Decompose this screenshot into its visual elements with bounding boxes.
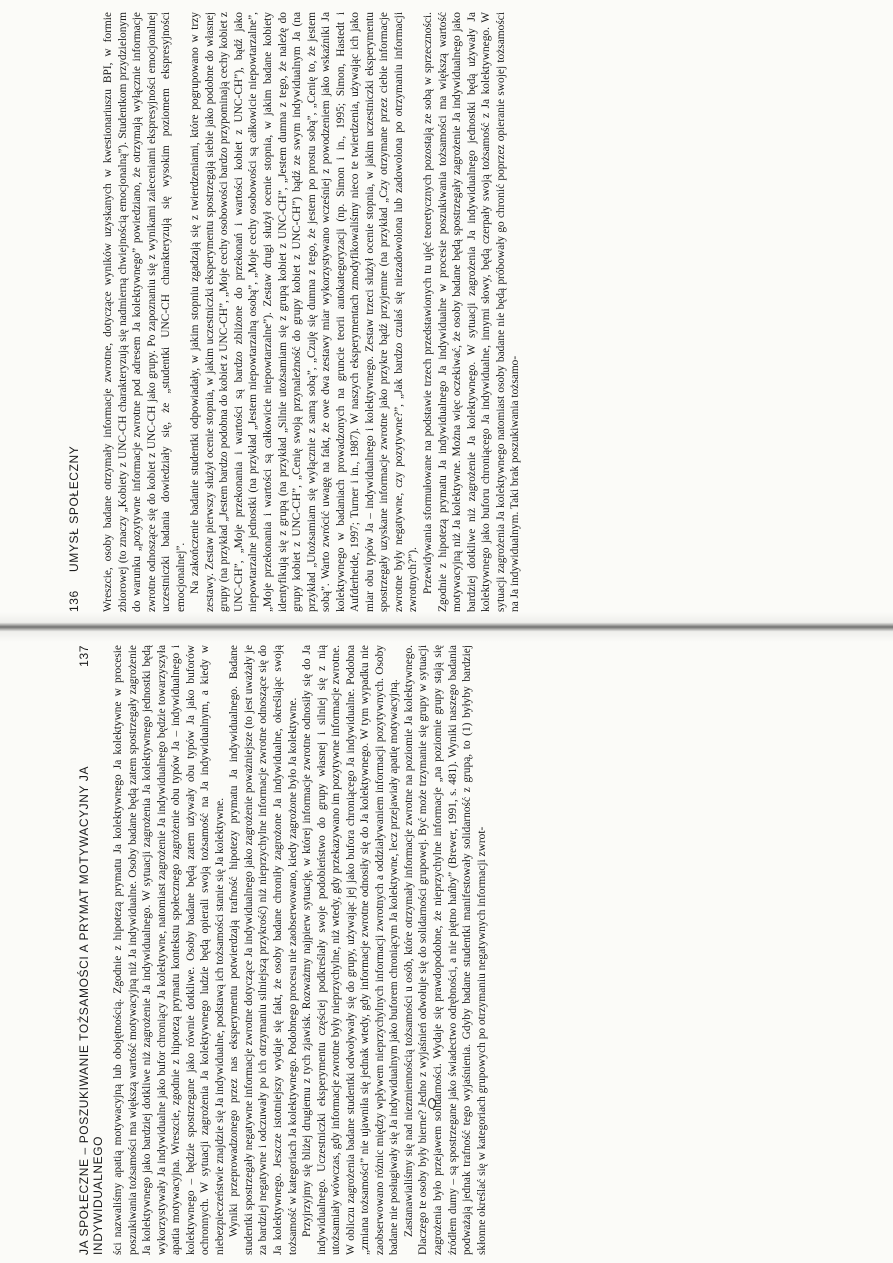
book-gutter-shadow [0,612,893,642]
paragraph: Przyjrzyjmy się bliżej drugiemu z tych zjawisk. Rozważmy najpierw sytuację, w której informacje zwrotne odnosiły się do Ja indywidualnego. Uczestniczki eksperymentu częściej podkreślały swoje podobieństwo do grupy własnej i silniej się z nią utożsamiały wówczas, gdy informacje zwrotne były nieprzychylne, niż wtedy, gdy przekazywano im pozytywne informacje zwrotne. W obliczu zagrożenia badane studentki odwoływały się do grupy, używając jej jako bufora chroniącego Ja indywidualne. Podobna „zmiana tożsamości” nie ujawniła się jednak wtedy, gdy informacje zwrotne odnosiły się do Ja kolektywnego. W tym wypadku nie zaobserwowano różnic między wpływem nieprzychylnych informacji zwrotnych a oddziaływaniem informacji pozytywnych. Osoby badane nie posługiwały się Ja indywidualnym jako buforem chroniącym Ja kolektywne, lecz przejawiały apatię motywacyjną. [301,645,401,1255]
paragraph: ści nazwaliśmy apatią motywacyjną lub obojętnością. Zgodnie z hipotezą prymatu Ja kolektywnego Ja kolektywne w procesie poszukiwania tożsamości ma większą wartość motywacyjną niż Ja indywidualne. Osoby badane będą zatem spostrzegały zagrożenie Ja kolektywnego jako bardziej dotkliwe niż zagrożenie Ja indywidualnego. W sytuacji zagrożenia Ja kolektywnego jednostki będą wykorzystywały Ja indywidualne jako bufor chroniący Ja kolektywne, natomiast zagrożenie Ja indywidualnego będzie towarzyszyła apatia motywacyjna. Wreszcie, zgodnie z hipotezą prymatu kontekstu społecznego zagrożenie obu typów Ja – indywidualnego i kolektywnego – będzie spostrzegane jako równie dotkliwe. Osoby badane będą zatem używały obu typów Ja jako buforów ochronnych. W sytuacji zagrożenia Ja kolektywnego ludzie będą opierali swoją tożsamość na Ja indywidualnym, a kiedy w niebezpieczeństwie znajdzie się Ja indywidualne, podstawą ich tożsamości stanie się Ja kolektywne. [112,645,226,1255]
page-body [111,645,835,1255]
left-page-136 [65,12,825,612]
ink-speck [428,1098,436,1109]
paragraph: Przewidywania sformułowane na podstawie trzech przedstawionych tu ujęć teoretycznych pozostają ze sobą w sprzeczności. Zgodnie z hipotezą prymatu Ja indywidualnego Ja indywidualne w procesie poszukiwania tożsamości ma większą wartość motywacyjną niż Ja kolektywne. Można więc oczekiwać, że osoby badane będą spostrzegały zagrożenie Ja indywidualnego jako bardziej dotkliwe niż zagrożenie Ja kolektywnego. W sytuacji zagrożenia Ja indywidualnego jednostki będą używały Ja kolektywnego jako buforu chroniącego Ja indywidualne, innymi słowy, będą czerpały swoją tożsamość z Ja kolektywnego. W sytuacji zagrożenia Ja kolektywnego natomiast osoby badane nie będą próbowały go chronić poprzez opieranie swojej tożsamości na Ja indywidualnym. Taki brak poszukiwania tożsamo- [422,12,522,612]
page-header [65,12,89,612]
running-head: UMYSŁ SPOŁECZNY [67,445,81,572]
paragraph: Wreszcie, osoby badane otrzymały informacje zwrotne, dotyczące wyników uzyskanych w kwestionariuszu BPI, w formie zbiorowej (to znaczy „Kobiety z UNC-CH charakteryzują się nadmierną chwiejnością emocjonalną”). Studentkom przydzielonym do warunku „pozytywne informacje zwrotne pod adresem Ja kolektywnego” powiedziano, że otrzymają wyłącznie informacje zwrotne odnoszące się do kobiet z UNC-CH jako grupy. Po zapoznaniu się z wynikami zaleceniami ekspresyjności emocjonalnej uczestniczki badania dowiedziały się, że „studentki UNC-CH charakteryzują się wysokim poziomem ekspresyjności emocjonalnej”. [102,12,187,612]
page-header [75,645,105,1255]
page-body [101,12,825,612]
paragraph: Zastanawialiśmy się nad niezmiennością tożsamości u osób, które otrzymały informacje zwrotne na poziomie Ja kolektywnego. Dlaczego te osoby były bierne? Jedno z wyjaśnień odwołuje się do solidarności grupowej. Być może trzymanie się grupy w sytuacji zagrożenia było przejawem solidarności. Wydaje się prawdopodobne, że nieprzychylne informacje „na poziomie grupy stają się źródłem dumy – są spostrzegane jako świadectwo odrębności, a nie piętno hańby” (Brewer, 1991, s. 481). Wyniki naszego badania podważają jednak trafność tego wyjaśnienia. Gdyby badane studentki manifestowały solidarność z grupą, to (1) byłyby bardziej skłonne określać się w kategoriach grupowych po otrzymaniu negatywnych informacji zwrot- [402,645,488,1255]
right-page-137 [75,645,835,1255]
paragraph: Na zakończenie badanie studentki odpowiadały, w jakim stopniu zgadzają się z twierdzeniami, które pogrupowano w trzy zestawy. Zestaw pierwszy służył ocenie stopnia, w jakim uczestniczki eksperymentu spostrzegają siebie jako podobne do własnej grupy (na przykład „Jestem bardzo podobna do kobiet z UNC-CH”, „Moje cechy osobowości bardzo przypominają cechy kobiet z UNC-CH”, „Moje przekonania i wartości są bardzo zbliżone do przekonań i wartości kobiet z UNC-CH”), bądź jako niepowtarzalne jednostki (na przykład „Jestem niepowtarzalną osobą”, „Moje cechy osobowości są całkowicie niepowtarzalne”, „Moje przekonania i wartości są całkowicie niepowtarzalne”). Zestaw drugi służył ocenie stopnia, w jakim badane kobiety identyfikują się z grupą (na przykład „Silnie utożsamiam się z grupą kobiet z UNC-CH”, „Jestem dumna z tego, że należę do grupy kobiet z UNC-CH”, „Cenię swoją przynależność do grupy kobiet z UNC-CH”) bądź ze swym indywidualnym Ja (na przykład „Utożsamiam się wyłącznie z samą sobą”, „Czuję się dumna z tego, że jestem po prostu sobą”, „Cenię to, że jestem sobą”. Warto zwrócić uwagę na fakt, że owe dwa zestawy miar wykorzystywano wcześniej z powodzeniem jako wskaźniki Ja kolektywnego w badaniach prowadzonych na gruncie teorii autokategoryzacji (np. Simon i in., 1995; Simon, Hastedt i Aufderheide, 1997; Turner i in., 1987). W naszych eksperymentach zmodyfikowaliśmy nieco te twierdzenia, używając ich jako miar obu typów Ja – indywidualnego i kolektywnego. Zestaw trzeci służył ocenie stopnia, w jakim uczestniczki eksperymentu spostrzegały uzyskane informacje zwrotne jako przykre bądź przyjemne (na przykład „Czy otrzymane przez ciebie informacje zwrotne były negatywne, czy pozytywne?”, „Jak bardzo czułaś się niezadowolona lub zadowolona po otrzymaniu informacji zwrotnych?”). [189,12,420,612]
page-number: 136 [67,590,81,612]
page-number: 137 [77,645,91,667]
running-head: JA SPOŁECZNE – POSZUKIWANIE TOŻSAMOŚCI A PRYMAT MOTYWACYJNY JA INDYWIDUALNEGO [77,766,105,1255]
paragraph: Wyniki przeprowadzonego przez nas eksperymentu potwierdzają trafność hipotezy prymatu Ja indywidualnego. Badane studentki spostrzegały negatywne informacje zwrotne dotyczące Ja indywidualnego jako zagrożenie poważniejsze (to jest uważały je za bardziej negatywne i odczuwały po ich otrzymaniu silniejszą przykrość) niż nieprzychylne informacje zwrotne odnoszące się do Ja kolektywnego. Jeszcze istotniejszy wydaje się fakt, że osoby badane chroniły zagrożone Ja indywidualne, określając swoją tożsamość w kategoriach Ja kolektywnego. Podobnego procesu nie zaobserwowano, kiedy zagrożone było Ja kolektywne. [228,645,299,1255]
